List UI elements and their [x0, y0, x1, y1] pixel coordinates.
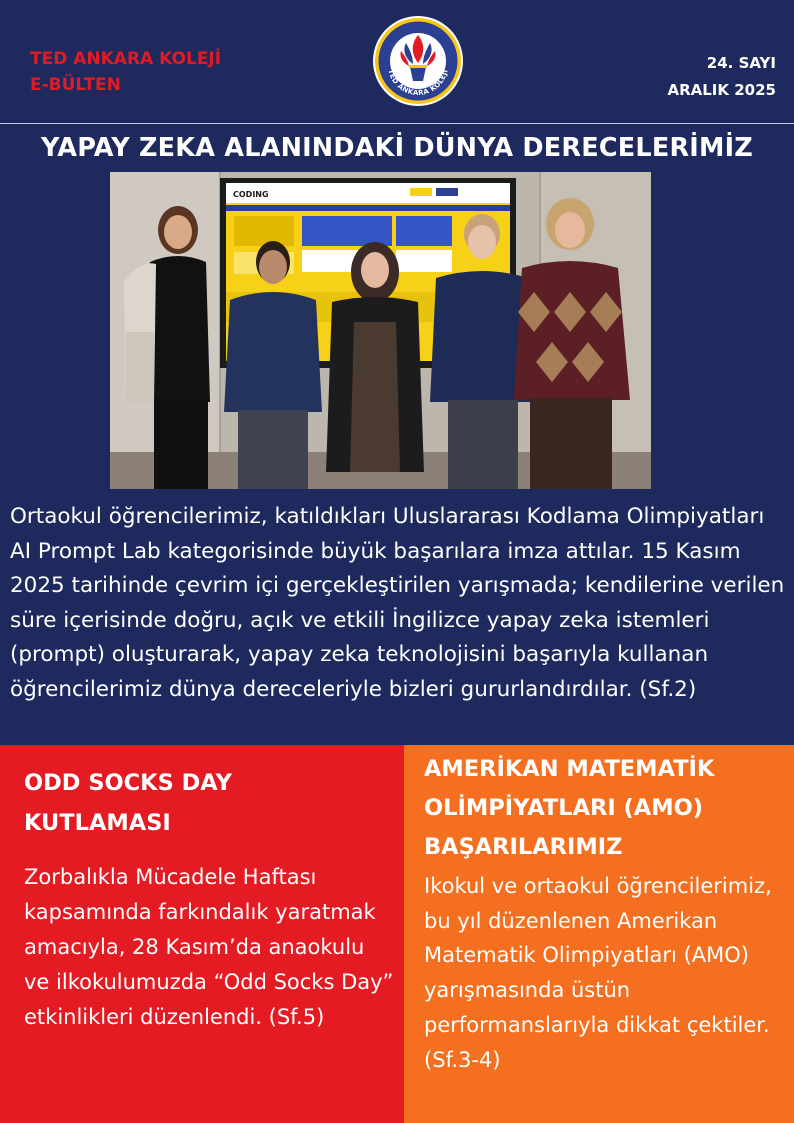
amo-title: AMERİKAN MATEMATİK OLİMPİYATLARI (AMO) BAŞARILARIMIZ [424, 756, 715, 860]
bulletin-header [0, 0, 794, 124]
amo-panel [404, 745, 794, 1123]
odd-socks-title: ODD SOCKS DAY KUTLAMASI [24, 770, 232, 836]
brand-subtitle: E-BÜLTEN [30, 75, 121, 95]
brand-name: TED ANKARA KOLEJİ [30, 49, 222, 69]
issue-date: ARALIK 2025 [667, 81, 776, 99]
screen-brand: CODING [233, 190, 269, 199]
group-photo [110, 172, 651, 489]
issue-info [667, 50, 776, 104]
intro-paragraph: Ortaokul öğrencilerimiz, katıldıkları Uluslararası Kodlama Olimpiyatları AI Prompt Lab kategorisinde büyük başarılara imza attılar. 15 Kasım 2025 tarihinde çevrim içi gerçekleştirilen yarışmada; kendilerine verilen süre içerisinde doğru, açık ve etkili İngilizce yapay zeka istemleri (prompt) oluşturarak, yapay zeka teknolojisini başarıyla kullanan öğrencilerimiz dünya dereceleriyle bizleri gururlandırdılar. (Sf.2) [10, 504, 785, 702]
amo-text: Ikokul ve ortaokul öğrencilerimiz, bu yıl düzenlenen Amerikan Matematik Olimpiyatları (AMO) yarışmasında üstün performanslarıyla dikkat çektiler. (Sf.3-4) [424, 874, 772, 1072]
odd-socks-text: Zorbalıkla Mücadele Haftası kapsamında farkındalık yaratmak amacıyla, 28 Kasım’da anaokulu ve ilkokulumuzda “Odd Socks Day” etkinlikleri düzenlendi. (Sf.5) [24, 865, 394, 1029]
group-photo-illustration [110, 172, 651, 489]
logo-text: TED ANKARA KOLEJİ [386, 68, 450, 98]
brand [30, 46, 221, 98]
issue-number: 24. SAYI [706, 54, 776, 72]
school-logo [372, 15, 464, 107]
headline: YAPAY ZEKA ALANINDAKİ DÜNYA DERECELERİMİZ [41, 133, 753, 163]
odd-socks-panel [0, 745, 404, 1123]
